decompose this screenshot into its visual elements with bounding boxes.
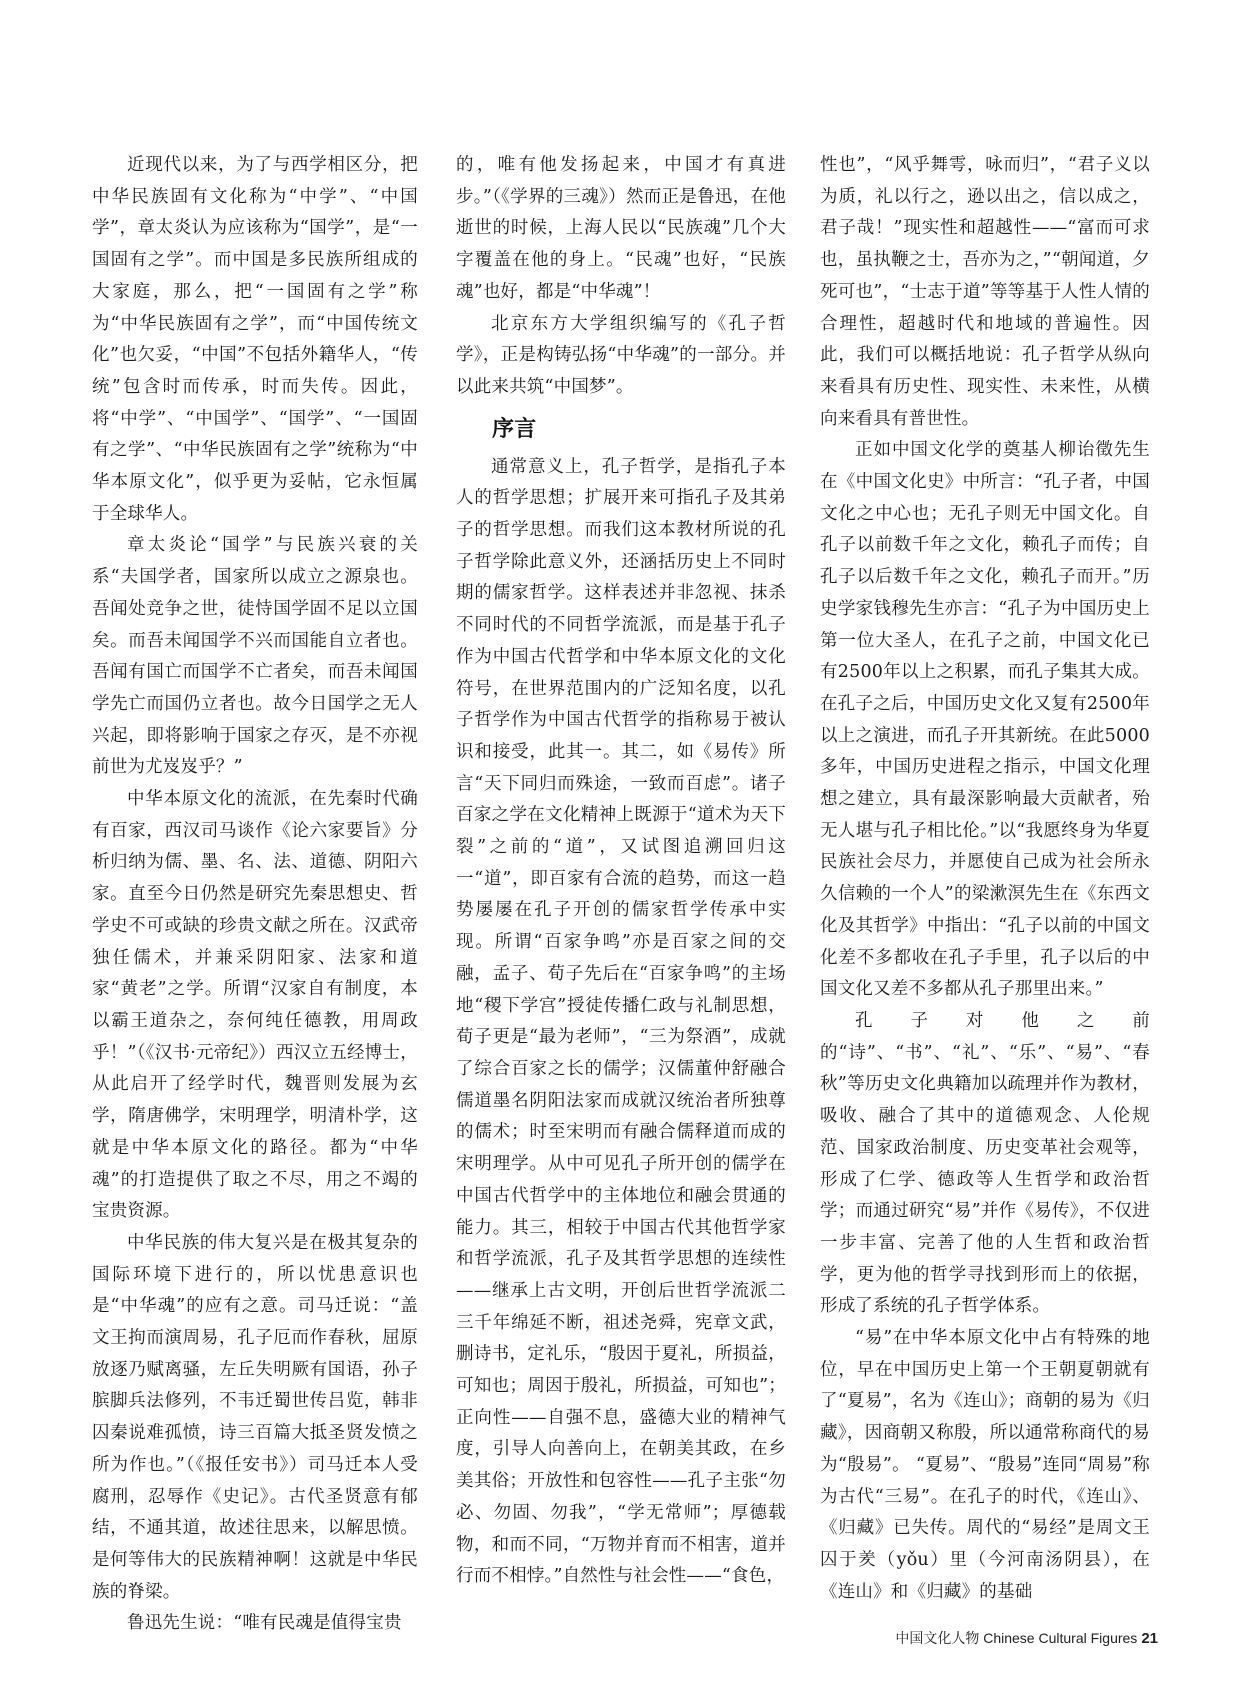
paragraph: 章太炎论“国学”与民族兴衰的关系“夫国学者，国家所以成立之源泉也。吾闻处竞争之世，徒恃国学固不足以立国矣。而吾未闻国学不兴而国能自立者也。吾闻有国亡而国学不亡者矣，而吾未闻国学先亡而国仍立者也。故今日国学之无人兴起，即将影响于国家之存灭，是不亦视前世为尤岌岌乎？” [92,535,418,778]
paragraph: 鲁迅先生说：“唯有民魂是值得宝贵 [127,1613,402,1634]
magazine-name: 中国文化人物 Chinese Cultural Figures [895,1630,1138,1646]
paragraph: 孔子对他之前的“诗”、“书”、“礼”、“乐”、“易”、“春秋”等历史文化典籍加以疏理并作为教材，吸收、融合了其中的道德观念、人伦规范、国家政治制度、历史变革社会观等，形成了仁学、德政等人生哲学和政治哲学；而通过研究“易”并作《易传》，不仅进一步丰富、完善了他的人生哲和政治哲学，更为他的哲学寻找到形而上的依据，形成了系统的孔子哲学体系。 [820,1010,1150,1317]
paragraph-continued: 性也”，“风乎舞雩，咏而归”，“君子义以为质，礼以行之，逊以出之，信以成之，君子哉！”现实性和超越性——“富而可求也，虽执鞭之士，吾亦为之，”“朝闻道，夕死可也”，“士志于道”等等基于人性人情的合理性，超越时代和地域的普遍性。因此，我们可以概括地说：孔子哲学从纵向来看具有历史性、现实性、未来性，从横向来看具有普世性。 [820,155,1150,429]
text-column-1 [92,150,418,1640]
paragraph: “易”在中华本原文化中占有特殊的地位，早在中国历史上第一个王朝夏朝就有了“夏易”，名为《连山》；商朝的易为《归藏》，因商朝又称殷，所以通常称商代的易为“殷易”。 “夏易”、“殷易”连同“周易”称为古代“三易”。在孔子的时代，《连山》、《归藏》已失传。周代的“易经”是周文王囚于羑（yǒu）里（今河南汤阴县），在《连山》和《归藏》的基础 [820,1328,1150,1602]
text-column-3 [820,150,1150,1608]
paragraph: 近现代以来，为了与西学相区分，把中华民族固有文化称为“中学”、“中国学”，章太炎认为应该称为“国学”，是“一国固有之学”。而中国是多民族所组成的大家庭，那么，把“一国固有之学”称为“中华民族固有之学”，而“中国传统文化”也欠妥，“中国”不包括外籍华人，“传统”包含时而传承，时而失传。因此，将“中学”、“中国学”、“国学”、“一国固有之学”、“中华民族固有之学”统称为“中华本原文化”，似乎更为妥帖，它永恒属于全球华人。 [92,155,418,524]
paragraph: 正如中国文化学的奠基人柳诒徵先生在《中国文化史》中所言：“孔子者，中国文化之中心也；无孔子则无中国文化。自孔子以前数千年之文化，赖孔子而传；自孔子以后数千年之文化，赖孔子而开。”历史学家钱穆先生亦言：“孔子为中国历史上第一位大圣人，在孔子之前，中国文化已有2500年以上之积累，而孔子集其大成。在孔子之后，中国历史文化又复有2500年以上之演进，而孔子开其新统。在此5000多年，中国历史进程之指示，中国文化理想之建立，具有最深影响最大贡献者，殆无人堪与孔子相比伦。”以“我愿终身为华夏民族社会尽力，并愿使自己成为社会所永久信赖的一个人”的梁漱溟先生在《东西文化及其哲学》中指出：“孔子以前的中国文化差不多都收在孔子手里，孔子以后的中国文化又差不多都从孔子那里出来。” [820,440,1150,1000]
paragraph: 中华本原文化的流派，在先秦时代确有百家，西汉司马谈作《论六家要旨》分析归纳为儒、墨、名、法、道德、阴阳六家。直至今日仍然是研究先秦思想史、哲学史不可或缺的珍贵文献之所在。汉武帝独任儒术，并兼采阴阳家、法家和道家“黄老”之学。所谓“汉家自有制度，本以霸王道杂之，奈何纯任德教，用周政乎！”（《汉书·元帝纪》）西汉立五经博士，从此启开了经学时代，魏晋则发展为玄学，隋唐佛学，宋明理学，明清朴学，这就是中华本原文化的路径。都为“中华魂”的打造提供了取之不尽，用之不竭的宝贵资源。 [92,789,418,1222]
paragraph: 北京东方大学组织编写的《孔子哲学》，正是构铸弘扬“中华魂”的一部分。并以此来共筑“中国梦”。 [456,313,786,397]
section-heading: 序言 [492,416,537,442]
text-column-2 [456,150,786,1593]
page-footer [800,1628,1158,1648]
paragraph: 中华民族的伟大复兴是在极其复杂的国际环境下进行的，所以忧患意识也是“中华魂”的应有之意。司马迁说：“盖文王拘而演周易，孔子厄而作春秋，屈原放逐乃赋离骚，左丘失明厥有国语，孙子膑脚兵法修列，不韦迁蜀世传吕览，韩非囚秦说难孤愤，诗三百篇大抵圣贤发愤之所为作也。”（《报任安书》）司马迁本人受腐刑，忍辱作《史记》。古代圣贤意有郁结，不通其道，故述往思来，以解思愤。是何等伟大的民族精神啊！这就是中华民族的脊梁。 [92,1232,418,1602]
page-number: 21 [1141,1630,1158,1647]
paragraph-continued: 的，唯有他发扬起来，中国才有真进步。”（《学界的三魂》）然而正是鲁迅，在他逝世的时候，上海人民以“民族魂”几个大字覆盖在他的身上。“民魂”也好，“民族魂”也好，都是“中华魂”！ [456,155,786,302]
paragraph: 通常意义上，孔子哲学，是指孔子本人的哲学思想；扩展开来可指孔子及其弟子的哲学思想。而我们这本教材所说的孔子哲学除此意义外，还涵括历史上不同时期的儒家哲学。这样表述并非忽视、抹杀不同时代的不同哲学流派，而是基于孔子作为中国古代哲学和中华本原文化的文化符号，在世界范围内的广泛知名度，以孔子哲学作为中国古代哲学的指称易于被认识和接受，此其一。其二，如《易传》所言“天下同归而殊途，一致而百虑”。诸子百家之学在文化精神上既源于“道术为天下裂”之前的“道”，又试图追溯回归这一“道”，即百家有合流的趋势，而这一趋势屡屡在孔子开创的儒家哲学传承中实现。所谓“百家争鸣”亦是百家之间的交融，孟子、荀子先后在“百家争鸣”的主场地“稷下学宫”授徒传播仁政与礼制思想，荀子更是“最为老师”，“三为祭酒”，成就了综合百家之长的儒学；汉儒董仲舒融合儒道墨名阴阳法家而成就汉统治者所独尊的儒术；时至宋明而有融合儒释道而成的宋明理学。从中可见孔子所开创的儒学在中国古代哲学中的主体地位和融会贯通的能力。其三，相较于中国古代其他哲学家和哲学流派，孔子及其哲学思想的连续性——继承上古文明，开创后世哲学流派二三千年绵延不断，祖述尧舜，宪章文武，删诗书，定礼乐，“殷因于夏礼，所损益，可知也；周因于殷礼，所损益，可知也”；正向性——自强不息，盛德大业的精神气度，引导人向善向上，在朝美其政，在乡美其俗；开放性和包容性——孔子主张“勿必、勿固、勿我”，“学无常师”；厚德载物，和而不同，“万物并育而不相害，道并行而不相悖。”自然性与社会性——“食色， [456,456,786,1587]
